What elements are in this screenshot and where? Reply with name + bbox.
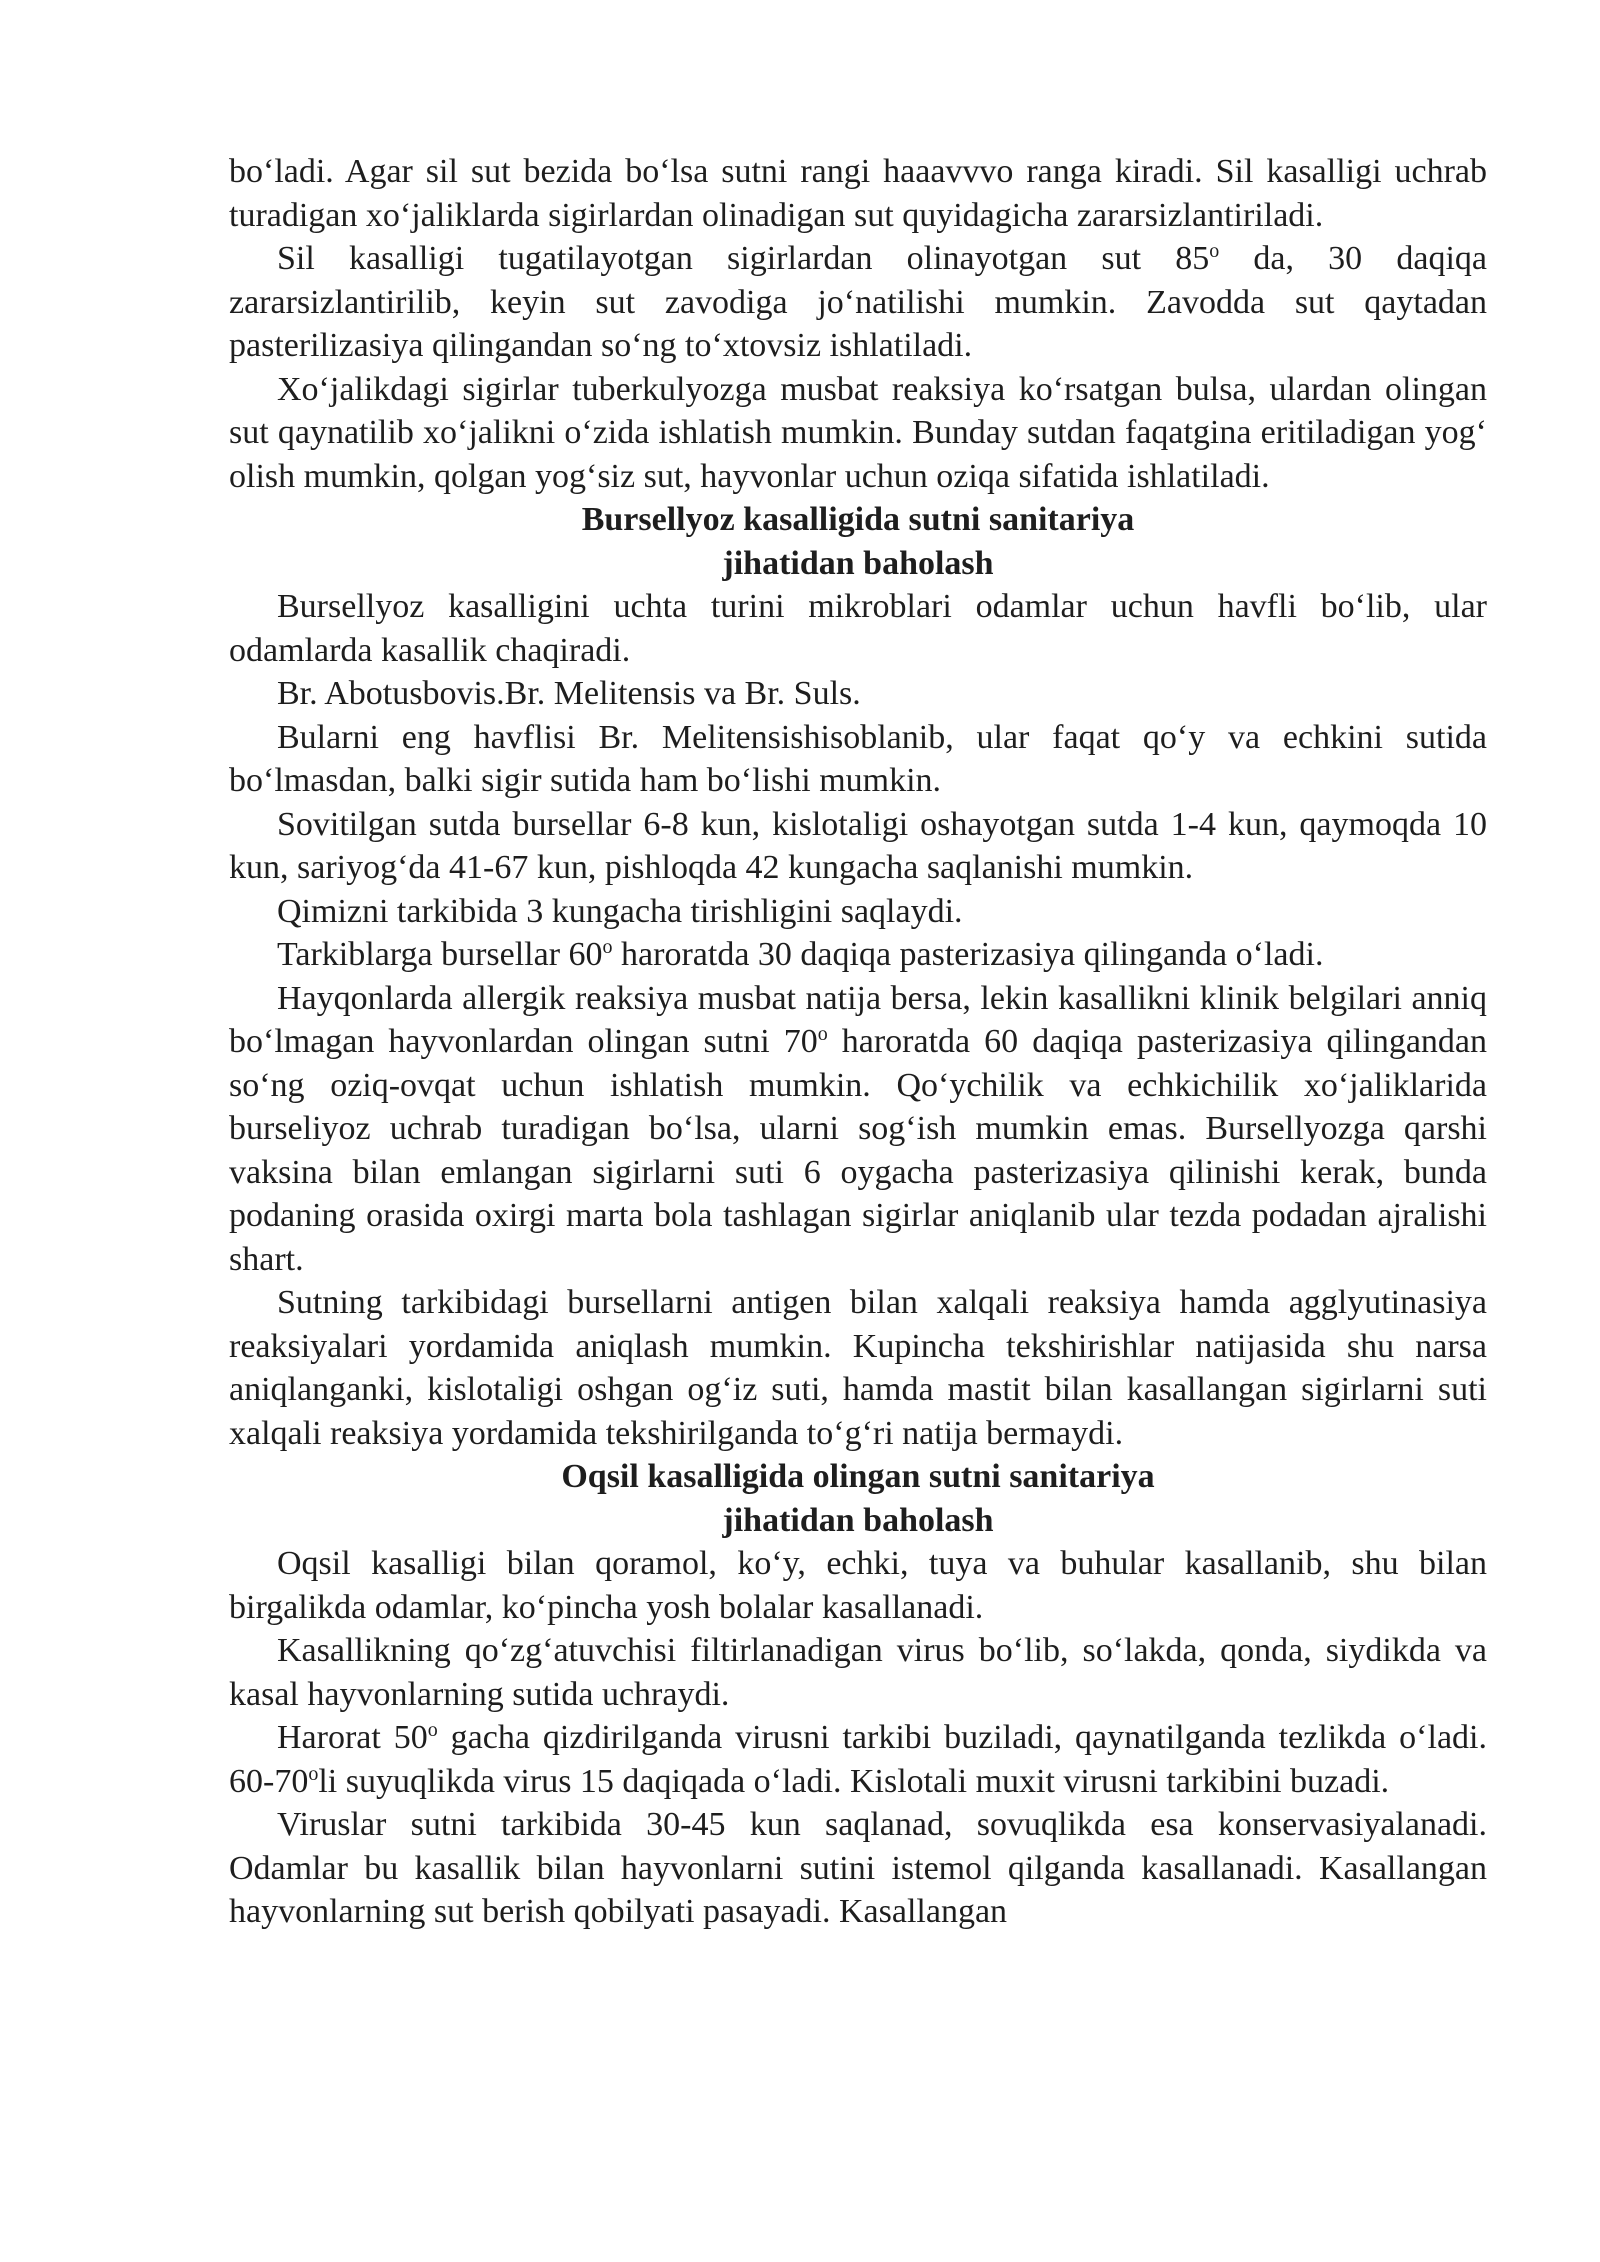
heading-line: jihatidan baholash [722,544,994,582]
degree-mark: o [817,1023,828,1045]
degree-mark: o [1209,240,1220,262]
paragraph: Bularni eng havflisi Br. Melitensishisoblanib, ular faqat qo‘y va echkini sutida bo‘lmasdan, balki sigir sutida ham bo‘lishi mumkin. [229,718,1487,799]
heading-line: Oqsil kasalligida olingan sutni sanitariya [561,1458,1155,1495]
paragraph: Br. Abotusbovis.Br. Melitensis va Br. Suls. [277,675,861,712]
paragraph [229,977,1487,1282]
text-run: haroratda 60 daqiqa pasterizasiya qilingandan so‘ng oziq-ovqat uchun ishlatish mumkin. Qo‘ychilik va echkichilik xo‘jaliklarida burseliyoz uchrab turadigan bo‘lsa, ularni sog‘ish mumkin emas. Bursellyozga qarshi vaksina bilan emlangan sigirlarni suti 6 oygacha pasterizasiya qilinishi kerak, bunda podaning orasida oxirgi marta bola tashlagan sigirlar aniqlanib ular tezda podadan ajralishi shart. [229,1023,1488,1278]
section-heading [229,1455,1487,1542]
paragraph [229,933,1487,977]
paragraph [229,1716,1487,1803]
section-heading [229,498,1487,585]
paragraph: Viruslar sutni tarkibida 30-45 kun saqlanad, sovuqlikda esa konservasiyalanadi. Odamlar bu kasallik bilan hayvonlarni sutini istemol qilganda kasallanadi. Kasallangan hayvonlarning sut berish qobilyati pasayadi. Kasallangan [229,1806,1487,1930]
paragraph: Kasallikning qo‘zg‘atuvchisi filtirlanadigan virus bo‘lib, so‘lakda, qonda, siydikda va kasal hayvonlarning sutida uchraydi. [229,1632,1487,1713]
paragraph: Xo‘jalikdagi sigirlar tuberkulyozga musbat reaksiya ko‘rsatgan bulsa, ulardan olingan sut qaynatilib xo‘jalikni o‘zida ishlatish mumkin. Bunday sutdan faqatgina eritiladigan yog‘ olish mumkin, qolgan yog‘siz sut, hayvonlar uchun oziqa sifatida ishlatiladi. [229,370,1487,495]
paragraph: Sovitilgan sutda bursellar 6-8 kun, kislotaligi oshayotgan sutda 1-4 kun, qaymoqda 10 kun, sariyog‘da 41-67 kun, pishloqda 42 kungacha saqlanishi mumkin. [229,805,1487,886]
degree-mark: o [427,1719,438,1741]
heading-line: jihatidan baholash [722,1501,994,1539]
text-run: haroratda 30 daqiqa pasterizasiya qilinganda o‘ladi. [612,936,1324,973]
degree-mark: o [308,1762,319,1785]
text-run: gacha qizdirilganda virusni tarkibi buziladi, qaynatilganda tezlikda o‘ladi. 60-70 [229,1719,1487,1800]
document-page [229,150,1487,1934]
text-run: Hayqonlarda allergik reaksiya musbat natija bersa, lekin kasallikni klinik belgilari anniq bo‘lmagan hayvonlardan olingan sutni 70 [229,979,1487,1060]
text-run: Harorat 50 [277,1719,428,1756]
degree-mark: o [602,936,613,958]
heading-line: Bursellyoz kasalligida sutni sanitariya [581,501,1135,538]
paragraph: Qimizni tarkibida 3 kungacha tirishligini saqlaydi. [277,892,963,930]
paragraph [229,237,1487,368]
paragraph: bo‘ladi. Agar sil sut bezida bo‘lsa sutni rangi haaavvvo ranga kiradi. Sil kasalligi uchrab turadigan xo‘jaliklarda sigirlardan olinadigan sut quyidagicha zararsizlantiriladi. [229,153,1487,234]
text-run: Tarkiblarga bursellar 60 [277,936,603,973]
paragraph: Sutning tarkibidagi bursellarni antigen bilan xalqali reaksiya hamda agglyutinasiya reaksiyalari yordamida aniqlash mumkin. Kupincha tekshirishlar natijasida shu narsa aniqlanganki, kislotaligi oshgan og‘iz suti, hamda mastit bilan kasallangan sigirlarni suti xalqali reaksiya yordamida tekshirilganda to‘g‘ri natija bermaydi. [229,1284,1487,1452]
paragraph: Oqsil kasalligi bilan qoramol, ko‘y, echki, tuya va buhular kasallanib, shu bilan birgalikda odamlar, ko‘pincha yosh bolalar kasallanadi. [229,1545,1487,1626]
text-run: li suyuqlikda virus 15 daqiqada o‘ladi. Kislotali muxit virusni tarkibini buzadi. [318,1762,1390,1800]
text-run: Sil kasalligi tugatilayotgan sigirlardan olinayotgan sut 85 [277,240,1210,277]
paragraph: Bursellyoz kasalligini uchta turini mikroblari odamlar uchun havfli bo‘lib, ular odamlarda kasallik chaqiradi. [229,588,1487,669]
text-run: da, 30 daqiqa zararsizlantirilib, keyin sut zavodiga jo‘natilishi mumkin. Zavodda sut qaytadan pasterilizasiya qilingandan so‘ng to‘xtovsiz ishlatiladi. [229,240,1487,364]
